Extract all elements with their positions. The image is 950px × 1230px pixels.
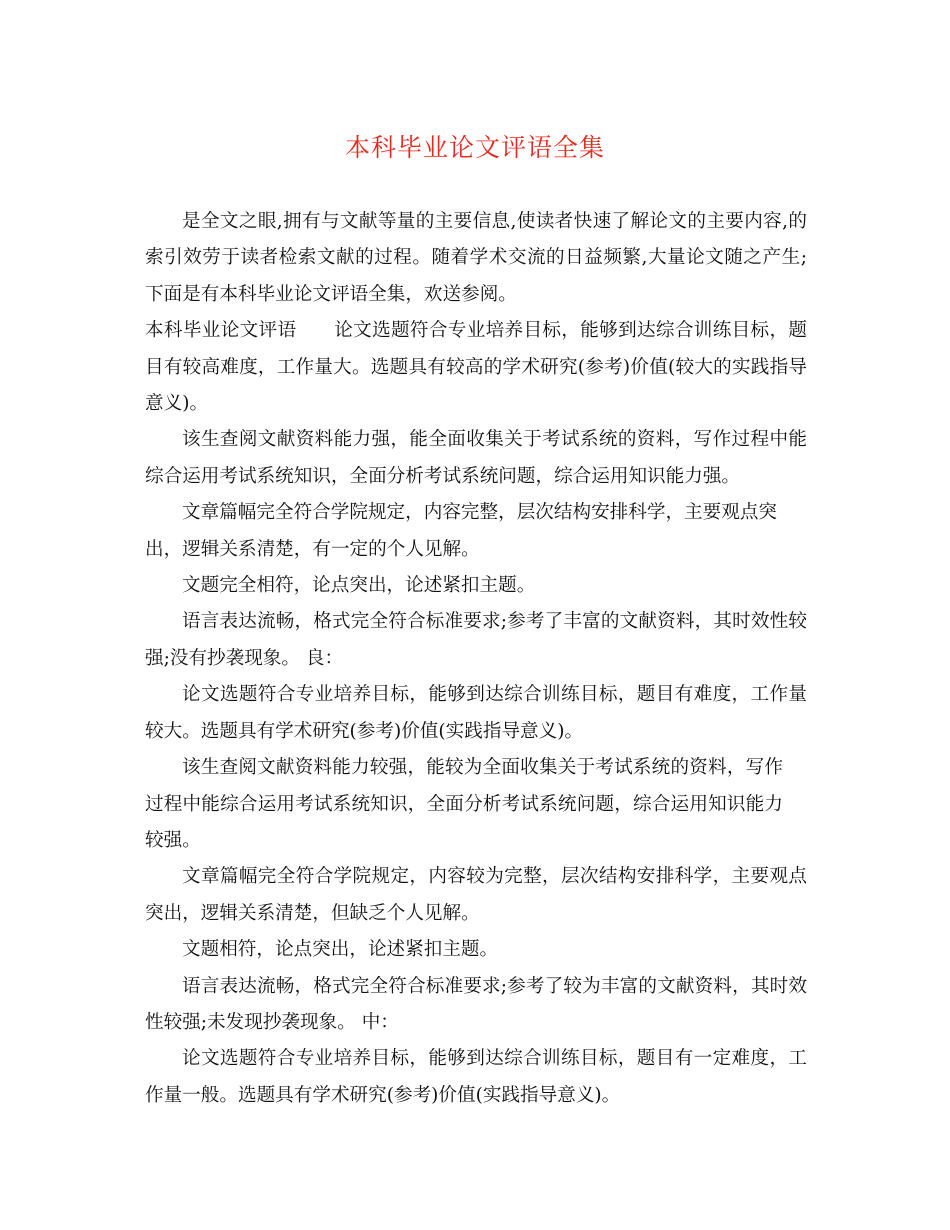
paragraph-intro: 是全文之眼,拥有与文献等量的主要信息,使读者快速了解论文的主要内容,的索引效劳于读者检索文献的过程。随着学术交流的日益频繁,大量论文随之产生;下面是有本科毕业论文评语全集，欢送参阅。: [145, 211, 807, 305]
document-title: 本科毕业论文评语全集: [344, 133, 605, 162]
paragraph-good-literature: 该生查阅文献资料能力较强，能较为全面收集关于考试系统的资料，写作过程中能综合运用考试系统知识，全面分析考试系统问题，综合运用知识能力较强。: [145, 757, 783, 851]
paragraph-good-theme: 文题相符，论点突出，论述紧扣主题。: [182, 939, 499, 961]
paragraph-good-topic: 论文选题符合专业培养目标，能够到达综合训练目标，题目有难度，工作量较大。选题具有学术研究(参考)价值(实践指导意义)。: [145, 684, 807, 742]
paragraph-good-structure: 文章篇幅完全符合学院规定，内容较为完整，层次结构安排科学，主要观点突出，逻辑关系清楚，但缺乏个人见解。: [145, 866, 807, 924]
paragraph-medium-topic: 论文选题符合专业培养目标，能够到达综合训练目标，题目有一定难度，工作量一般。选题具有学术研究(参考)价值(实践指导意义)。: [145, 1048, 807, 1106]
paragraph-excellent-theme: 文题完全相符，论点突出，论述紧扣主题。: [182, 575, 536, 597]
paragraph-good-language: 语言表达流畅，格式完全符合标准要求;参考了较为丰富的文献资料，其时效性较强;未发现抄袭现象。 中：: [145, 975, 807, 1033]
paragraph-excellent-topic: 本科毕业论文评语 论文选题符合专业培养目标，能够到达综合训练目标，题目有较高难度，工作量大。选题具有较高的学术研究(参考)价值(较大的实践指导意义)。: [145, 320, 807, 415]
document-body: [145, 204, 807, 1114]
paragraph-excellent-language: 语言表达流畅，格式完全符合标准要求;参考了丰富的文献资料，其时效性较强;没有抄袭现象。 良：: [145, 611, 807, 669]
paragraph-excellent-literature: 该生查阅文献资料能力强，能全面收集关于考试系统的资料，写作过程中能综合运用考试系统知识，全面分析考试系统问题，综合运用知识能力强。: [145, 429, 807, 487]
paragraph-excellent-structure: 文章篇幅完全符合学院规定，内容完整，层次结构安排科学，主要观点突出，逻辑关系清楚，有一定的个人见解。: [145, 502, 778, 560]
